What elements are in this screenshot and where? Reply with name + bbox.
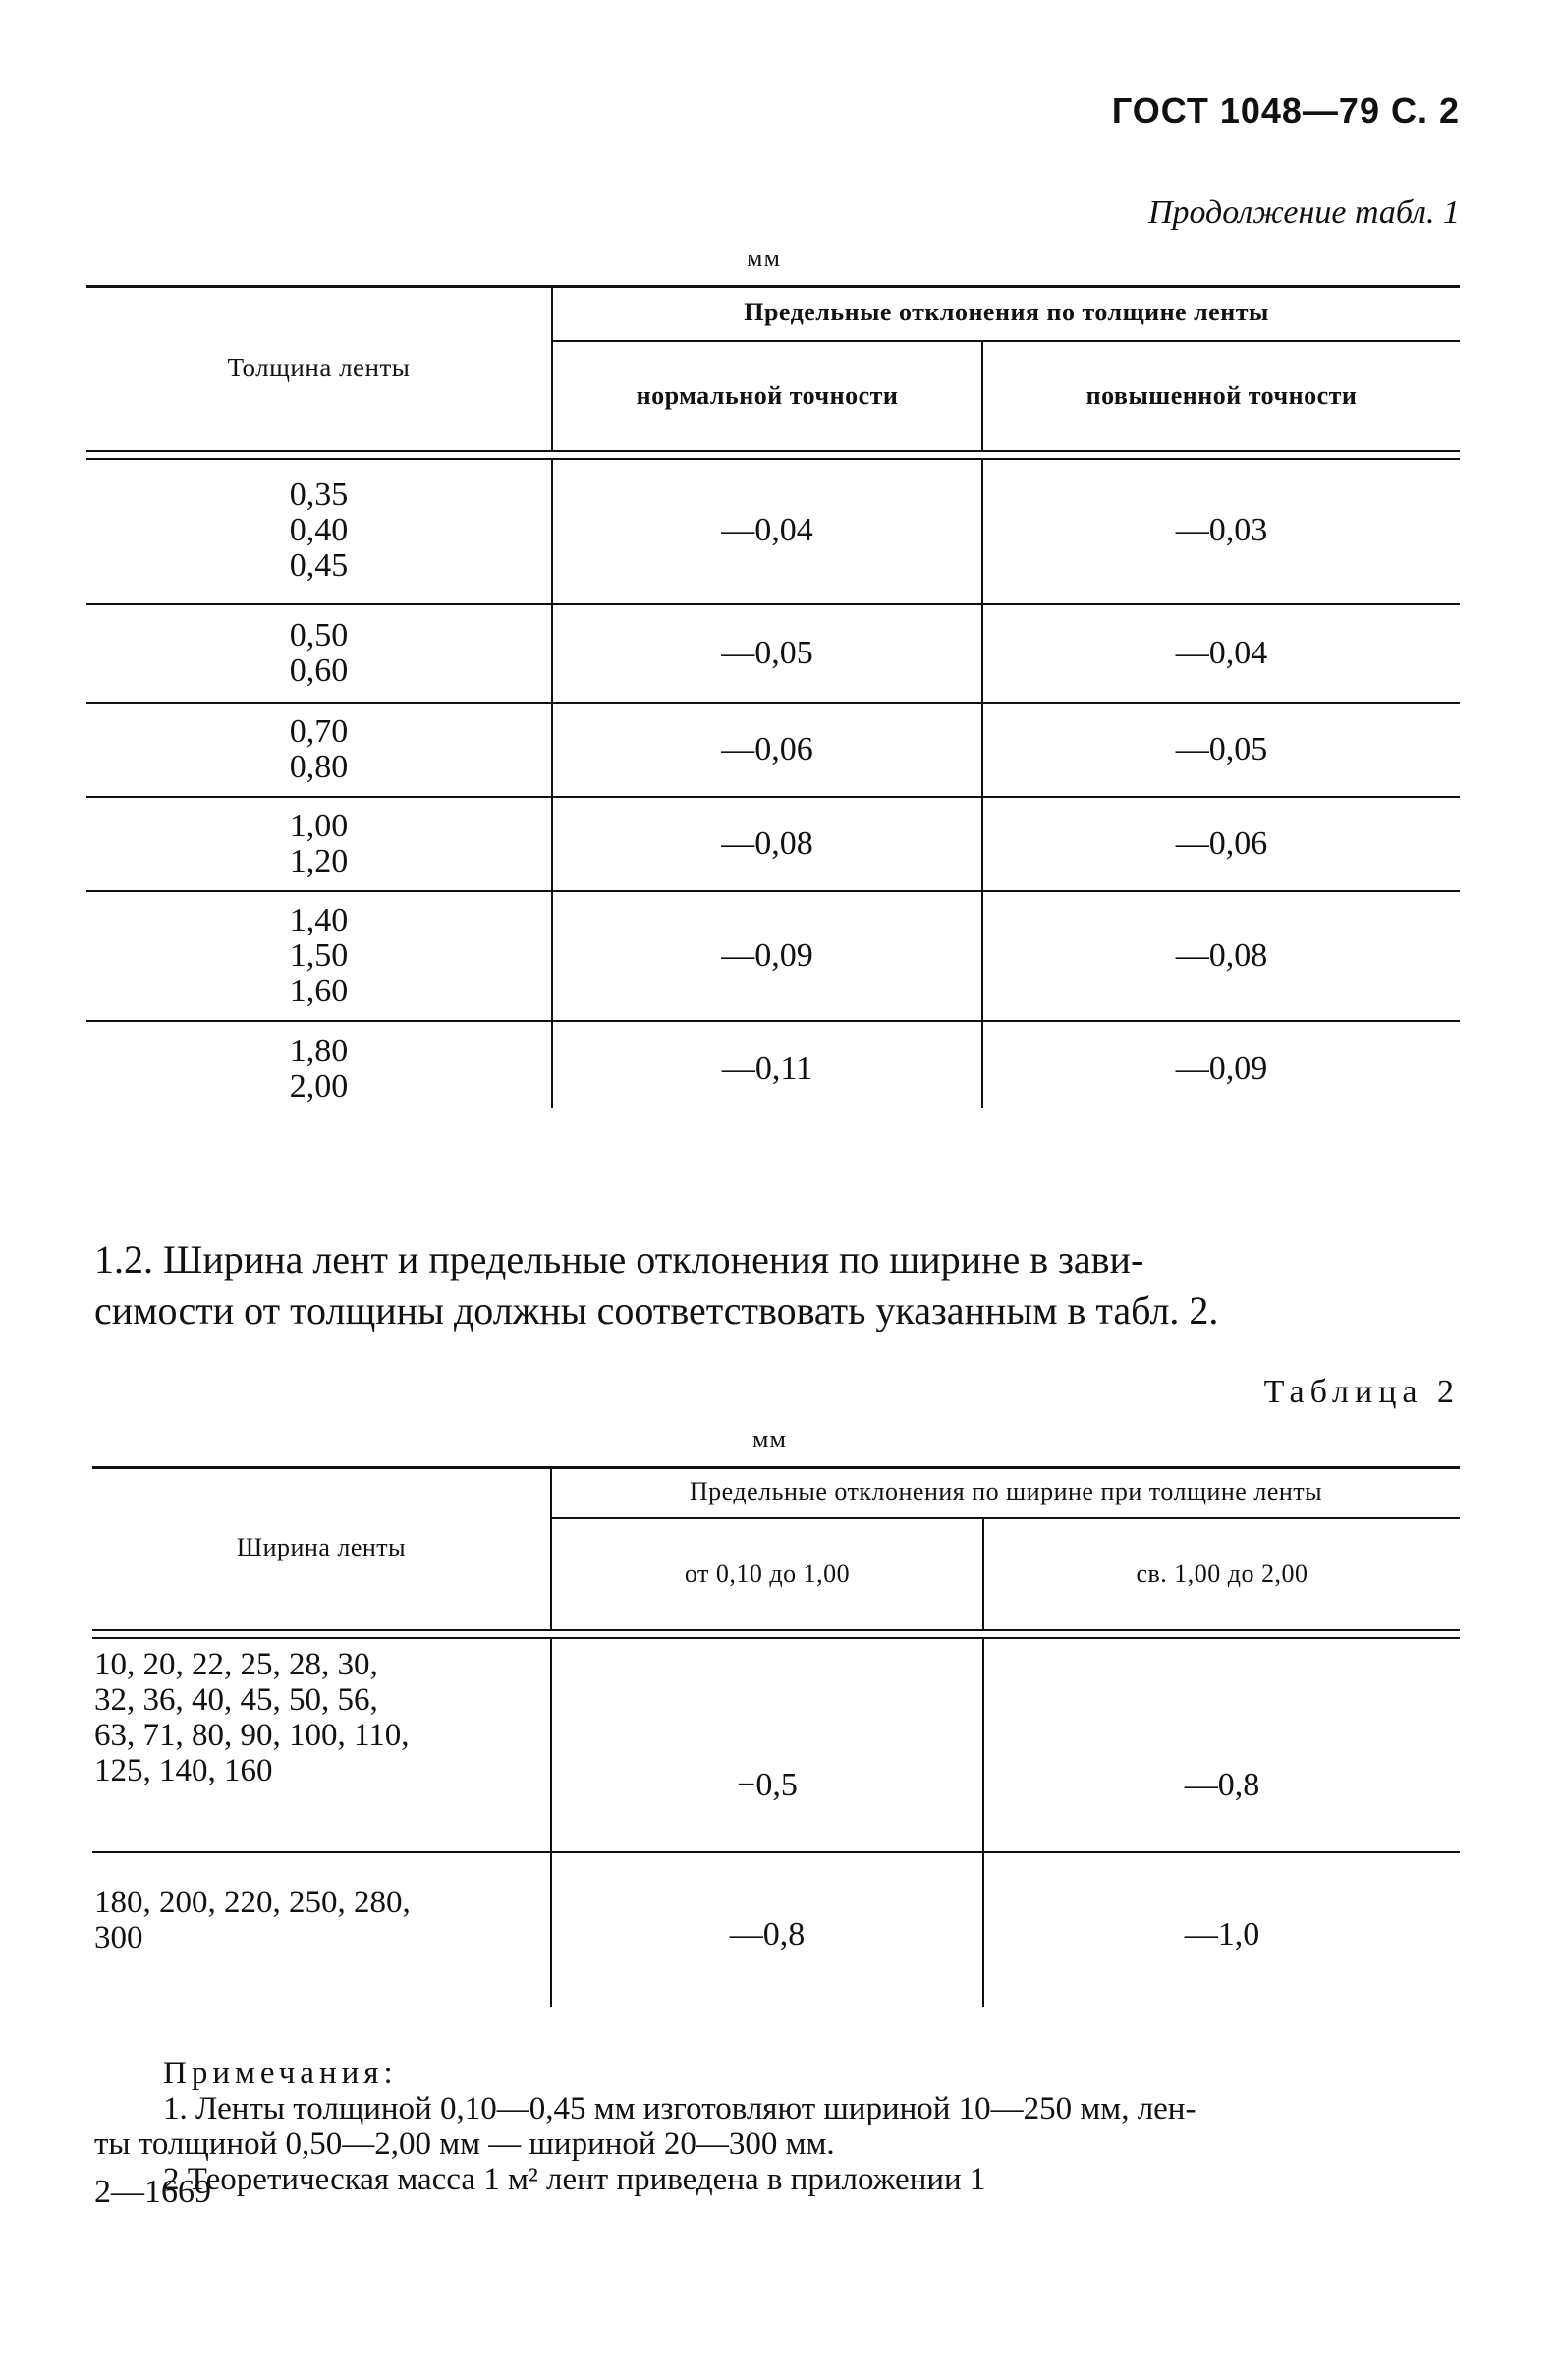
note-1-line-2: ты толщиной 0,50—2,00 мм — шириной 20—300 мм. [94,2126,835,2162]
table2-title: Таблица 2 [1263,1374,1460,1410]
paragraph-line: симости от толщины должны соответствовать указанным в табл. 2. [94,1288,1219,1332]
high-deviation-cell: —0,05 [1175,731,1268,767]
high-deviation-cell: —0,08 [1175,937,1268,974]
table2 [92,1466,1460,2016]
thickness-cell: 1,40 1,50 1,60 [289,902,349,1009]
width-values-cell: 10, 20, 22, 25, 28, 30, 32, 36, 40, 45, 50, 56, 63, 71, 80, 90, 100, 110, 125, 140, 160 [94,1647,410,1788]
table1 [86,285,1460,1150]
normal-deviation-cell: —0,05 [721,635,813,671]
table2-unit: мм [752,1425,787,1453]
thickness-cell: 1,00 1,20 [289,808,349,879]
paragraph-line: 1.2. Ширина лент и предельные отклонения по ширине в зави- [94,1237,1144,1281]
document-header: ГОСТ 1048—79 С. 2 [1111,90,1460,131]
table1-header-thickness: Толщина ленты [227,352,411,382]
printer-signature: 2—1669 [94,2174,211,2210]
thick-deviation-cell: —0,8 [1184,1767,1260,1803]
thickness-cell: 0,70 0,80 [289,713,349,785]
high-deviation-cell: —0,09 [1175,1050,1268,1087]
notes-title: Примечания: [163,2056,398,2091]
high-deviation-cell: —0,04 [1175,635,1268,671]
high-deviation-cell: —0,06 [1175,825,1268,862]
thickness-cell: 0,50 0,60 [289,617,349,689]
table1-header-deviation-group: Предельные отклонения по толщине ленты [744,298,1269,326]
table2-header-thin-range: от 0,10 до 1,00 [684,1559,851,1588]
thin-deviation-cell: −0,5 [737,1767,798,1803]
thickness-cell: 0,35 0,40 0,45 [289,477,349,584]
note-1-line-1: 1. Ленты толщиной 0,10—0,45 мм изготовляют шириной 10—250 мм, лен- [163,2091,1196,2126]
table2-header-deviation-group: Предельные отклонения по ширине при толщине ленты [689,1477,1323,1505]
width-values-cell: 180, 200, 220, 250, 280, 300 [94,1885,411,1955]
normal-deviation-cell: —0,04 [721,512,813,548]
table1-unit: мм [747,244,781,272]
normal-deviation-cell: —0,06 [721,731,813,767]
table1-header-high-accuracy: повышенной точности [1085,381,1358,410]
note-2: 2 Теоретическая масса 1 м² лент приведена в приложении 1 [163,2162,986,2197]
thin-deviation-cell: —0,8 [729,1916,806,1953]
table1-header-normal-accuracy: нормальной точности [636,381,899,410]
normal-deviation-cell: —0,09 [721,937,813,974]
table-continuation-label: Продолжение табл. 1 [1147,195,1460,231]
notes-block [94,2056,1462,2197]
thick-deviation-cell: —1,0 [1184,1916,1260,1953]
thickness-cell: 1,80 2,00 [289,1033,349,1105]
normal-deviation-cell: —0,08 [721,825,813,862]
normal-deviation-cell: —0,11 [721,1050,813,1087]
high-deviation-cell: —0,03 [1175,512,1268,548]
table2-header-width: Ширина ленты [236,1533,407,1561]
section-1-2-paragraph [94,1234,1462,1336]
table2-header-thick-range: св. 1,00 до 2,00 [1136,1559,1308,1588]
